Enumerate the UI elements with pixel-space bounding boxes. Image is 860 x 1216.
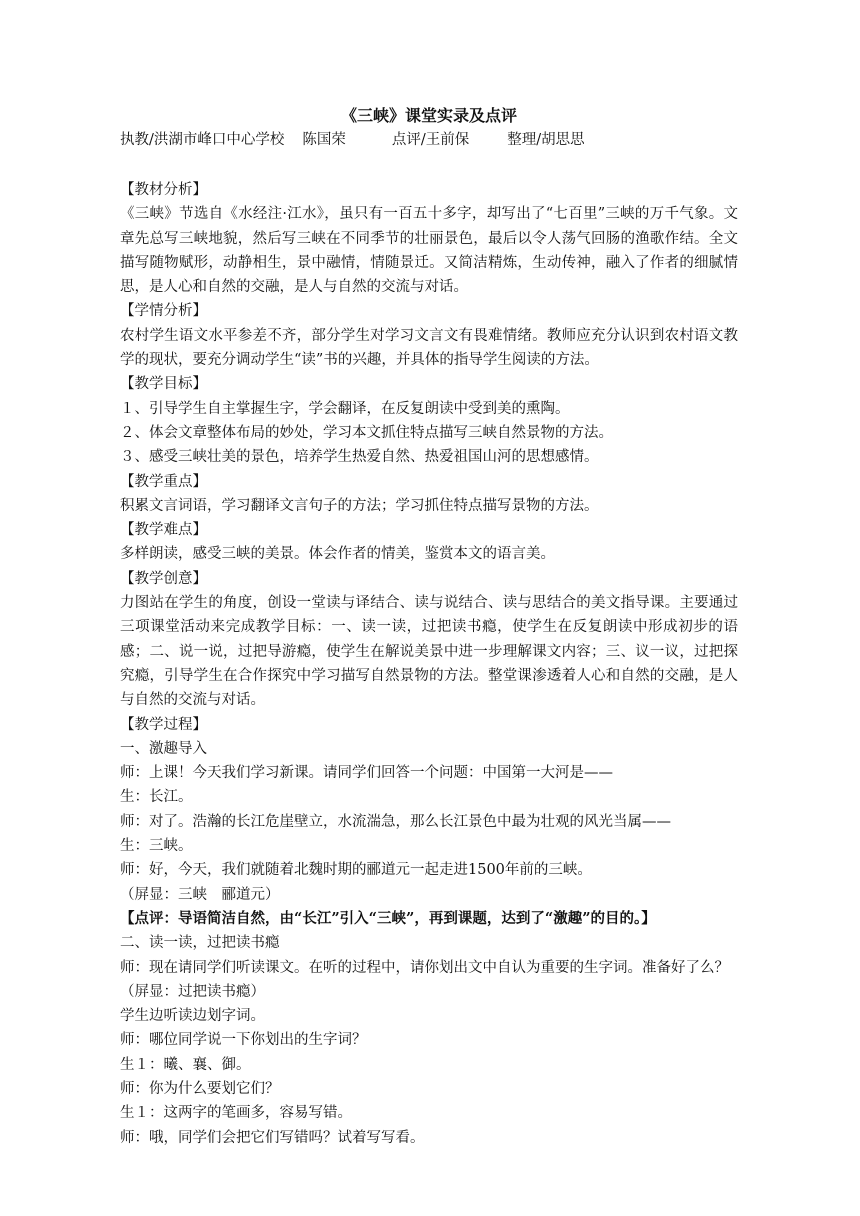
dialogue-line: 生：三峡。 [120, 838, 193, 855]
goal-item-3: ３、感受三峡壮美的景色，培养学生热爱自然、热爱祖国山河的思想感情。 [120, 449, 599, 466]
section-heading-students: 【学情分析】 [120, 303, 207, 320]
byline-teacher-name: 陈国荣 [302, 132, 346, 148]
commentary-note: 【点评：导语简洁自然，由“长江”引入“三峡”，再到课题，达到了“激趣”的目的。】 [120, 909, 656, 927]
section-body-idea: 力图站在学生的角度，创设一堂读与译结合、读与说结合、读与思结合的美文指导课。主要通过三项课堂活动来完成教学目标：一、读一读，过把读书瘾，使学生在反复朗读中形成初步的语感；二、说一说，过把导游瘾，使学生在解说美景中进一步理解课文内容；三、议一议，过把探究瘾，引导学生在合作探究中学习描写自然景物的方法。整堂课渗透着人心和自然的交融，是人与自然的交流与对话。 [120, 595, 738, 709]
section-heading-process: 【教学过程】 [120, 716, 207, 733]
dialogue-line: 生１：这两字的笔画多，容易写错。 [120, 1105, 352, 1122]
blank-line [120, 152, 738, 178]
section-body-material: 《三峡》节选自《水经注·江水》，虽只有一百五十多字，却写出了“七百里”三峡的万千气象。文章先总写三峡地貌，然后写三峡在不同季节的壮丽景色，最后以令人荡气回肠的渔歌作结。全文描写随物赋形，动静相生，景中融情，情随景迁。又简洁精炼，生动传神，融入了作者的细腻情思，是人心和自然的交融，是人与自然的交流与对话。 [120, 206, 738, 296]
dialogue-line: 师：哦，同学们会把它们写错吗？试着写写看。 [120, 1129, 425, 1146]
byline-teacher: 执教/洪湖市峰口中心学校 [120, 132, 285, 148]
step-2-heading: 二、读一读，过把读书瘾 [120, 935, 280, 952]
section-heading-difficulties: 【教学难点】 [120, 522, 207, 539]
section-body-students: 农村学生语文水平参差不齐，部分学生对学习文言文有畏难情绪。教师应充分认识到农村语文教学的现状，要充分调动学生“读”书的兴趣，并具体的指导学生阅读的方法。 [120, 327, 738, 369]
dialogue-line: 师：现在请同学们听读课文。在听的过程中，请你划出文中自认为重要的生字词。准备好了么？ [120, 959, 729, 976]
section-heading-material: 【教材分析】 [120, 182, 207, 198]
document-title: 《三峡》课堂实录及点评 [340, 106, 517, 125]
dialogue-line: 生１：曦、襄、御。 [120, 1056, 251, 1073]
section-body-difficulties: 多样朗读，感受三峡的美景。体会作者的情美，鉴赏本文的语言美。 [120, 546, 555, 563]
dialogue-line: 师：上课！今天我们学习新课。请同学们回答一个问题：中国第一大河是—— [120, 765, 613, 782]
dialogue-line: 师：对了。浩瀚的长江危崖壁立，水流湍急，那么长江景色中最为壮观的风光当属—— [120, 813, 671, 830]
screen-display-note: （屏显：过把读书瘾） [120, 983, 265, 1000]
byline-editor: 整理/胡思思 [507, 132, 585, 148]
byline-commentator: 点评/王前保 [391, 132, 470, 148]
section-heading-key-points: 【教学重点】 [120, 473, 207, 490]
dialogue-line: 师：好，今天，我们就随着北魏时期的郦道元一起走进1500年前的三峡。 [120, 862, 592, 879]
section-body-key-points: 积累文言词语，学习翻译文言句子的方法；学习抓住特点描写景物的方法。 [120, 497, 599, 514]
dialogue-line: 学生边听读边划字词。 [120, 1008, 265, 1025]
document-page [120, 104, 738, 1150]
screen-display-note: （屏显：三峡 郦道元） [120, 886, 280, 903]
goal-item-2: ２、体会文章整体布局的妙处，学习本文抓住特点描写三峡自然景物的方法。 [120, 424, 613, 441]
step-1-heading: 一、激趣导入 [120, 740, 207, 757]
goal-item-1: １、引导学生自主掌握生字，学会翻译，在反复朗读中受到美的熏陶。 [120, 400, 570, 417]
dialogue-line: 师：哪位同学说一下你划出的生字词？ [120, 1032, 367, 1049]
byline [120, 128, 738, 152]
dialogue-line: 生：长江。 [120, 789, 193, 806]
dialogue-line: 师：你为什么要划它们？ [120, 1080, 280, 1097]
section-heading-idea: 【教学创意】 [120, 570, 207, 587]
section-heading-goals: 【教学目标】 [120, 376, 207, 393]
